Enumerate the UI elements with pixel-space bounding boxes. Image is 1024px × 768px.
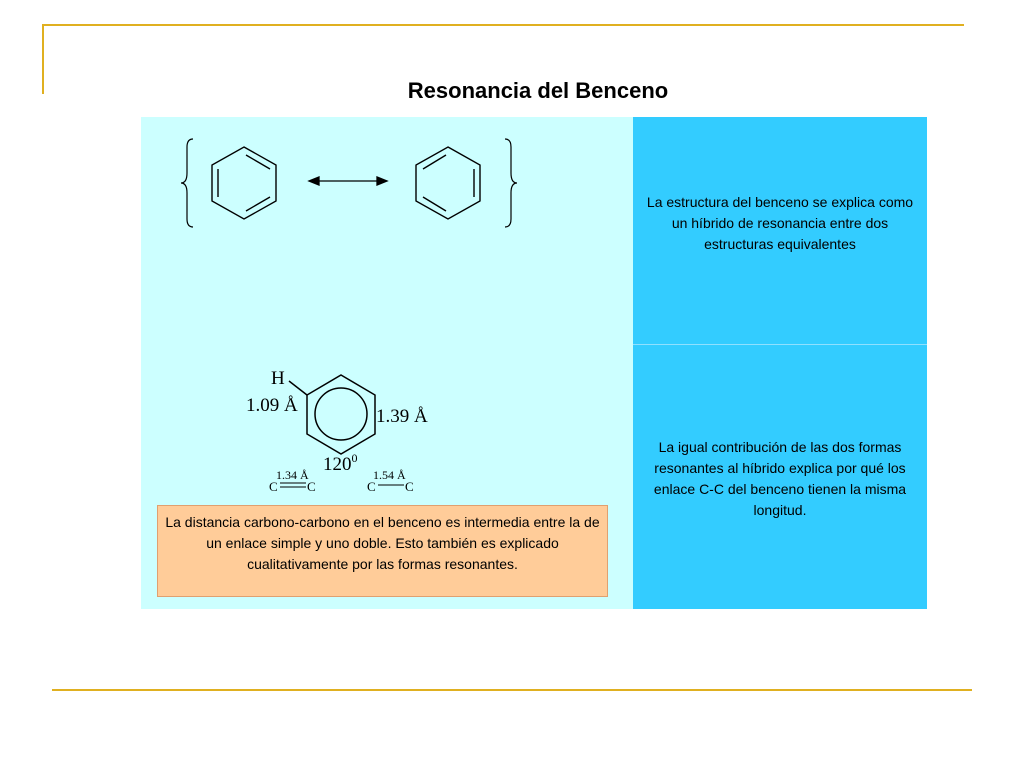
- single-bond-carbon-left: C: [367, 479, 376, 494]
- single-bond-carbon-right: C: [405, 479, 414, 494]
- ch-bond-length: 1.09 Å: [246, 395, 298, 416]
- hybrid-benzene: [289, 375, 375, 454]
- resonance-arrow-icon: [309, 177, 387, 185]
- hydrogen-label: H: [271, 368, 285, 389]
- right-brace: [505, 139, 517, 227]
- single-bond-length: 1.54 Å: [373, 468, 406, 482]
- double-bond-carbon-right: C: [307, 479, 316, 494]
- kekule-structure-2: [416, 147, 480, 219]
- hybrid-explanation-text: La estructura del benceno se explica como un híbrido de resonancia entre dos estructuras equivalentes: [646, 194, 914, 252]
- double-bond-carbon-left: C: [269, 479, 278, 494]
- cc-bond-length: 1.39 Å: [376, 406, 428, 427]
- note-text: La distancia carbono-carbono en el benceno es intermedia entre la de un enlace simple y uno doble. Esto también es explicado cualitativamente por las formas resonantes.: [165, 514, 600, 572]
- bond-angle-label: $120^0$: [323, 451, 358, 475]
- frame-bottom-line: [52, 689, 972, 691]
- double-bond-length: 1.34 Å: [276, 468, 309, 482]
- left-brace: [181, 139, 193, 227]
- frame-top-line: [42, 24, 964, 26]
- kekule-structure-1: [212, 147, 276, 219]
- bond-length-explanation-text: La igual contribución de las dos formas resonantes al híbrido explica por qué los enlace C-C del benceno tienen la misma longitud.: [653, 439, 907, 518]
- slide-title: Resonancia del Benceno: [407, 78, 669, 103]
